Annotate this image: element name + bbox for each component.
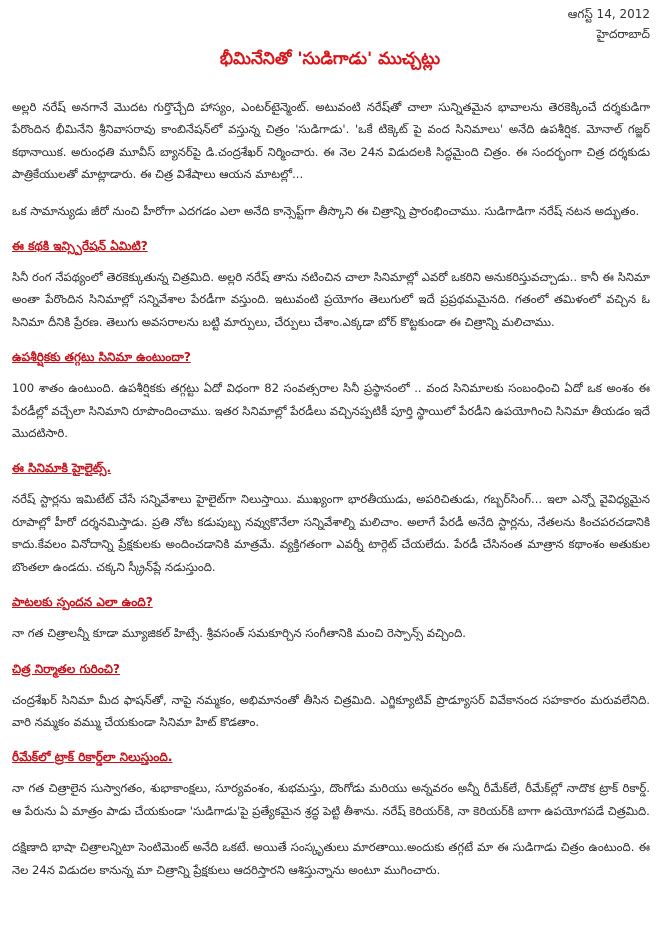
intro-paragraph-1: అల్లరి నరేష్ అనగానే మొదట గుర్తొచ్చేది హాస్యం, ఎంటర్‌టైన్మెంట్. అటువంటి నరేష్‌తో చాలా సున్నితమైన భావాలను తెరకెక్కించే దర్శకుడిగా పేరొందిన భీమినేని శ్రీనివాసరావు కాంబినేషన్‌లో వస్తున్న చిత్రం 'సుడిగాడు'. 'ఒకే టిక్కెట్ పై వంద సినిమాలు' అనేది ఉపశీర్షిక. మోనాల్ గజ్జర్ కథానాయిక. అరుంధతి మూవీస్ బ్యానర్‌పై డి.చంద్రశేఖర్ నిర్మించారు. ఈ నెల 24న విడుదలకి సిద్ధమైంది చిత్రం. ఈ సందర్భంగా చిత్ర దర్శకుడు పాత్రికేయులతో మాట్లాడారు. ఈ చిత్ర విశేషాలు ఆయన మాటల్లో... — [12, 100, 650, 182]
intro-paragraph-2: ఒక సామాన్యుడు జీరో నుంచి హీరోగా ఎదగడం ఎలా అనేది కాన్సెప్ట్‌గా తీస్కొని ఈ చిత్రాన్ని ప్రారంభించాము. సుడిగాడిగా నరేష్ నటన అద్భుతం. — [12, 203, 640, 218]
question-heading: ఈ కథకి ఇన్స్పిరేషన్ ఏమిటి? — [12, 239, 148, 254]
closing-paragraph: దక్షిణాది భాషా చిత్రాలన్నిటా సెంటిమెంట్ అనేది ఒకటే. అయితే సంస్కృతులు మారతాయి.అందుకు తగ్గటే మా ఈ సుడిగాడు చిత్రం ఉంటుంది. ఈ నెల 24న విడుదల కానున్న మా చిత్రాన్ని ప్రేక్షకులు ఆదరిస్తారని ఆశిస్తున్నాను అంటూ ముగించారు. — [12, 840, 650, 877]
question-heading: రీమేక్‌లో ట్రాక్ రికార్డ్‌లా నిలుస్తుంది. — [12, 750, 173, 765]
question-heading: పాటలకు స్పందన ఎలా ఉంది? — [12, 595, 153, 610]
answer-paragraph: సినీ రంగ నేపథ్యంలో తెరకెక్కుతున్న చిత్రమిది. అల్లరి నరేష్ తాను నటించిన చాలా సినిమాల్లో ఎవరో ఒకరిని అనుకరిస్తువచ్చాడు.. కానీ ఈ సినిమా అంతా పేరొందిన సినిమాల్లో సన్నివేశాల పేరడీగా వస్తుంది. ఇటువంటి ప్రయోగం తెలుగులో ఇదే ప్రప్రథమమైనది. గతంలో తమిళంలో వచ్చిన ఓ సినిమా దీనికి ప్రేరణ. తెలుగు అవసరాలను బట్టి మార్పులు, చేర్పులు చేశాం.ఎక్కడా బోర్ కొట్టకుండా ఈ చిత్రాన్ని మలిచాము. — [12, 270, 650, 329]
article-body — [12, 96, 650, 895]
answer-paragraph: నరేష్ స్టార్లను ఇమిటేట్ చేసే సన్నివేశాలు హైలైట్‌గా నిలుస్తాయి. ముఖ్యంగా భారతీయుడు, అపరిచితుడు, గబ్బర్‌సింగ్... ఇలా ఎన్నో వైవిధ్యమైన రూపాల్లో హీరో దర్శనమిస్తాడు. ప్రతి నోట కడుపుబ్బ నవ్వుకొనేలా సన్నివేశాల్ని మలిచాం. అలాగే పేరడీ అనేది స్టార్లను, నేతలను కించపరచడానికి కాదు.కేవలం వినోదాన్ని ప్రేక్షకులకు అందించడానికి మాత్రమే. వ్యక్తిగతంగా ఎవర్నీ టార్గెట్ చేయలేదు. పేరడీ చేసినంత మాత్రాన కథాంశం అతుకుల బొంతలా ఉండదు. చక్కని స్క్రీన్‌ప్లే నడుస్తుంది. — [12, 492, 650, 574]
answer-paragraph: నా గత చిత్రాలైన సుస్వాగతం, శుభాకాంక్షలు, సూర్యవంశం, శుభమస్తు, దొంగోడు మరియు అన్నవరం అన్నీ రీమేక్‌లే, రీమేక్‌ల్లో నాదొక ట్రాక్ రికార్డ్. ఆ పేరును ఏ మాత్రం పాడు చేయకుండా 'సుడిగాడు'పై ప్రత్యేకమైన శ్రద్ధ పెట్టి తీశాను. నరేష్ కెరియర్‌కి, నా కెరియర్‌కి బాగా ఉపయోగపడే చిత్రమిది. — [12, 781, 650, 818]
question-heading: చిత్ర నిర్మాతల గురించి? — [12, 661, 120, 676]
answer-paragraph: 100 శాతం ఉంటుంది. ఉపశీర్షికకు తగ్గట్టు ఏదో విధంగా 82 సంవత్సరాల సినీ ప్రస్థానంలో .. వంద సినిమాలకు సంబంధించి ఏదో ఒక అంశం ఈ పేరడీల్లో వచ్చేలా సినిమాని రూపొందించాము. ఇతర సినిమాల్లో పేరడీలు వచ్చినప్పటికీ పూర్తి స్థాయిలో పేరడీని ఉపయోగించి సినిమా తీయడం ఇదే మొదటిసారి. — [12, 381, 650, 441]
question-heading: ఈ సినిమాకి హైలైట్స్. — [12, 461, 112, 476]
article-place: హైదరాబాద్ — [596, 27, 650, 41]
answer-paragraph: చంద్రశేఖర్ సినిమా మీద ఫాషన్‌తో, నాపై నమ్మకం, అభిమానంతో తీసిన చిత్రమిది. ఎగ్జిక్యూటివ్ ప్రొడ్యూసర్ వివేకానంద సహకారం మరువలేనిది. వారి నమ్మకం వమ్ము చేయకుండా సినిమా హిట్ కొడతాం. — [12, 692, 650, 729]
article-date: ఆగస్ట్ 14, 2012 — [567, 7, 650, 21]
answer-paragraph: నా గత చిత్రాలన్నీ కూడా మ్యూజికల్ హిట్సే. శ్రీవసంత్ సమకూర్చిన సంగీతానికి మంచి రెస్పాన్స్ వచ్చింది. — [12, 626, 466, 641]
dateline — [568, 4, 650, 44]
article-title: భీమినేనితో 'సుడిగాడు' ముచ్చట్లు — [219, 49, 441, 69]
question-heading: ఉపశీర్షికకు తగ్గటు సినిమా ఉంటుందా? — [12, 350, 191, 365]
